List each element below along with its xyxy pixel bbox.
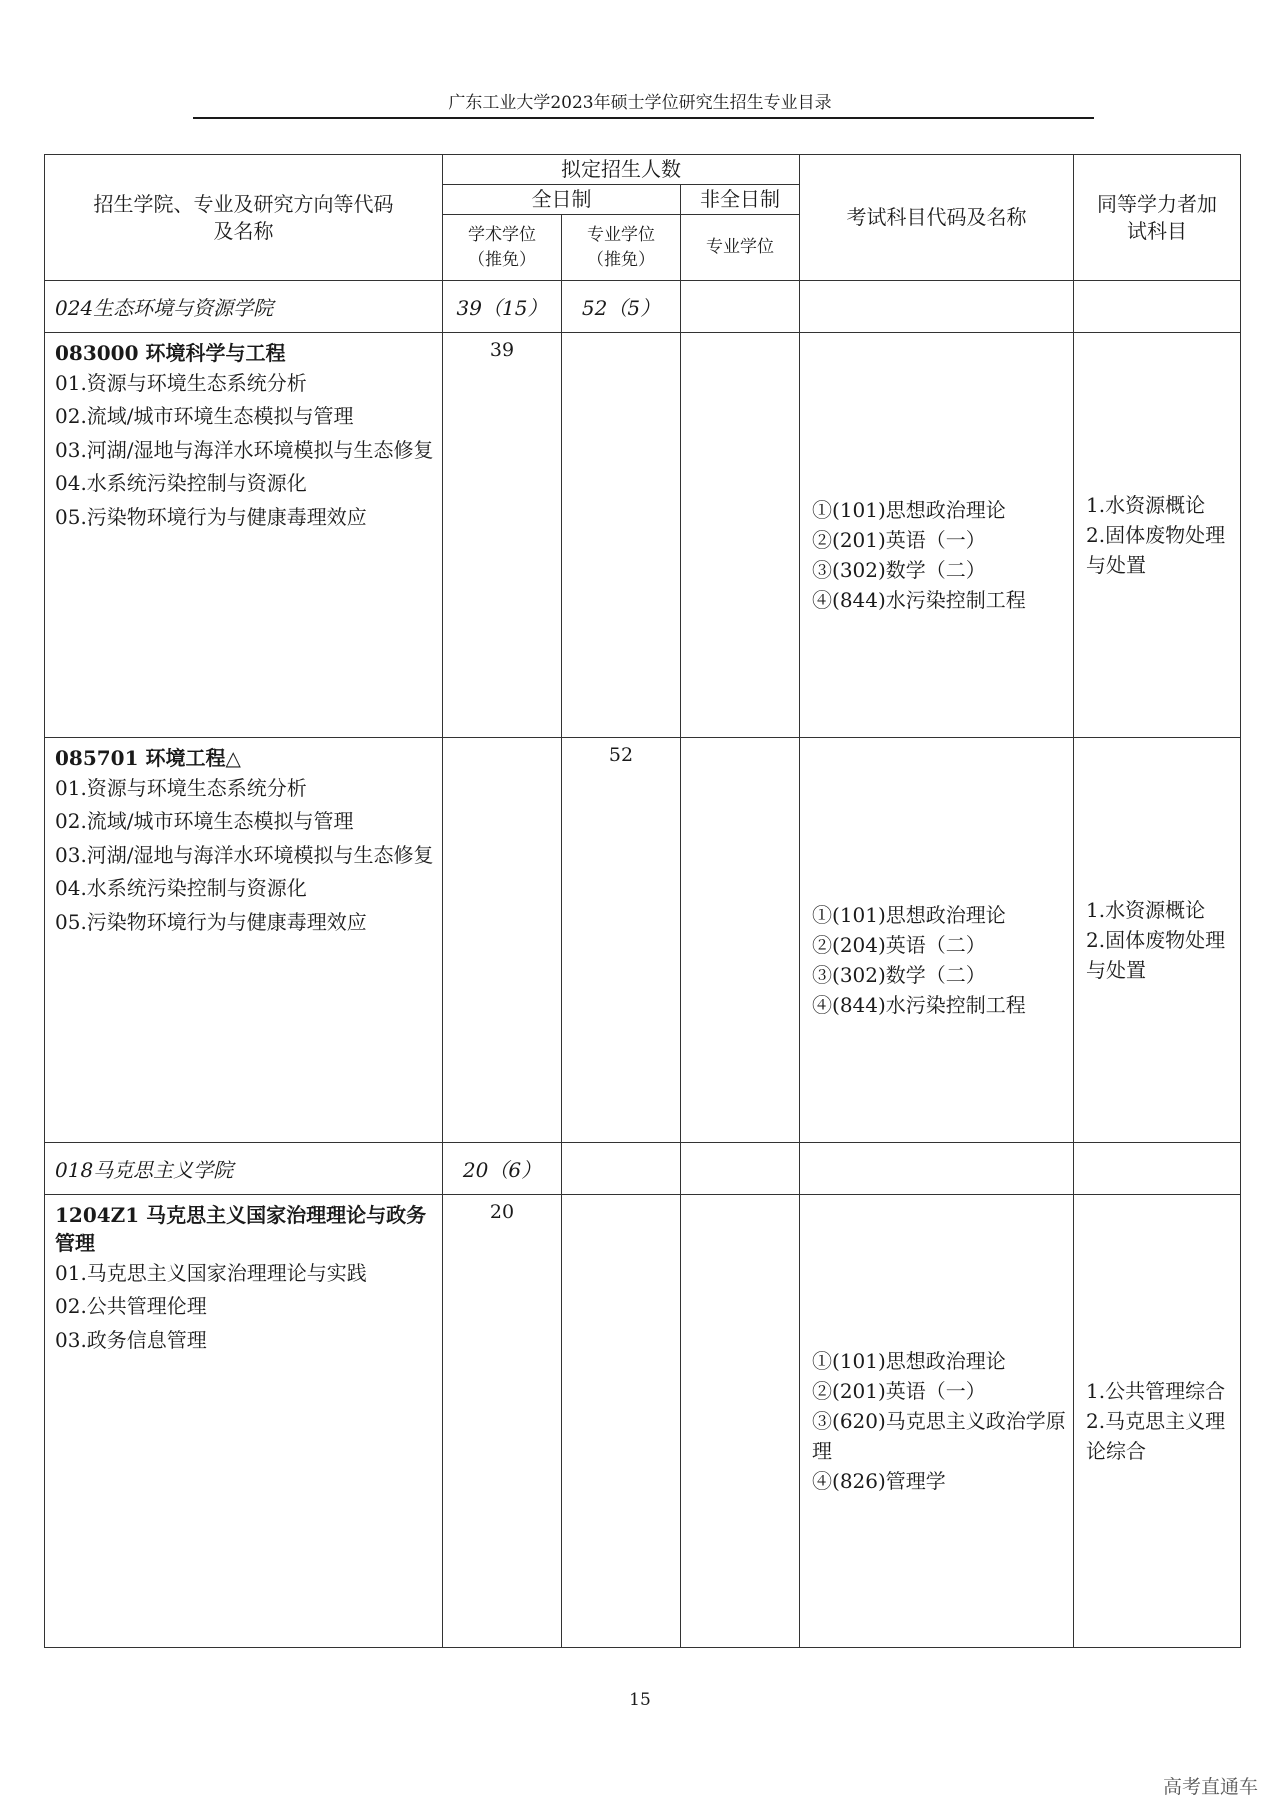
header-plan: 拟定招生人数 xyxy=(443,155,800,185)
exam-subject: ②(204)英语（二） xyxy=(812,933,986,957)
empty-cell xyxy=(681,1195,800,1648)
college-professional-count: 52（5） xyxy=(562,281,681,333)
extra-subject: 1.水资源概论 xyxy=(1086,493,1206,517)
extra-subjects xyxy=(1074,738,1241,1143)
research-direction: 02.公共管理伦理 xyxy=(55,1294,207,1319)
header-academic xyxy=(443,215,562,281)
major-cell xyxy=(45,333,443,738)
exam-subject: ②(201)英语（一） xyxy=(812,528,986,552)
research-direction: 04.水系统污染控制与资源化 xyxy=(55,876,307,901)
college-name: 024生态环境与资源学院 xyxy=(45,281,443,333)
extra-subjects xyxy=(1074,1195,1241,1648)
academic-count: 20 xyxy=(443,1195,562,1648)
exam-subjects xyxy=(800,333,1074,738)
major-title: 083000 环境科学与工程 xyxy=(55,341,286,365)
header-extra-label: 同等学力者加试科目 xyxy=(1097,191,1218,243)
watermark: 高考直通车 xyxy=(1162,1776,1258,1798)
professional-count xyxy=(562,1195,681,1648)
header-parttime: 非全日制 xyxy=(681,185,800,215)
extra-subjects xyxy=(1074,333,1241,738)
header-fulltime: 全日制 xyxy=(443,185,681,215)
research-direction: 04.水系统污染控制与资源化 xyxy=(55,471,307,496)
header-professional-label: 专业学位（推免） xyxy=(587,224,655,270)
empty-cell xyxy=(1074,281,1241,333)
exam-subject: ④(826)管理学 xyxy=(812,1469,946,1493)
academic-count: 39 xyxy=(443,333,562,738)
exam-subject: ③(302)数学（二） xyxy=(812,558,986,582)
empty-cell xyxy=(681,333,800,738)
exam-subject: ①(101)思想政治理论 xyxy=(812,1349,1006,1373)
extra-subject: 2.马克思主义理论综合 xyxy=(1086,1409,1226,1463)
exam-subject: ③(302)数学（二） xyxy=(812,963,986,987)
extra-subject: 2.固体废物处理与处置 xyxy=(1086,523,1226,577)
professional-count: 52 xyxy=(562,738,681,1143)
empty-cell xyxy=(800,1143,1074,1195)
research-direction: 03.河湖/湿地与海洋水环境模拟与生态修复 xyxy=(55,842,434,867)
extra-subject: 1.公共管理综合 xyxy=(1086,1379,1226,1403)
empty-cell xyxy=(681,738,800,1143)
header-academic-label: 学术学位（推免） xyxy=(468,224,536,270)
exam-subjects xyxy=(800,1195,1074,1648)
major-title: 1204Z1 马克思主义国家治理理论与政务管理 xyxy=(55,1203,427,1255)
research-direction: 05.污染物环境行为与健康毒理效应 xyxy=(55,909,367,934)
header-exam: 考试科目代码及名称 xyxy=(800,155,1074,281)
page-header-title: 广东工业大学2023年硕士学位研究生招生专业目录 xyxy=(448,93,832,113)
empty-cell xyxy=(800,281,1074,333)
college-name: 018马克思主义学院 xyxy=(45,1143,443,1195)
empty-cell xyxy=(681,1143,800,1195)
research-direction: 01.马克思主义国家治理理论与实践 xyxy=(55,1261,367,1285)
major-title: 085701 环境工程△ xyxy=(55,746,241,770)
exam-subject: ②(201)英语（一） xyxy=(812,1379,986,1403)
research-direction: 02.流域/城市环境生态模拟与管理 xyxy=(55,809,354,834)
empty-cell xyxy=(1074,1143,1241,1195)
exam-subject: ①(101)思想政治理论 xyxy=(812,498,1006,522)
exam-subject: ④(844)水污染控制工程 xyxy=(812,993,1026,1017)
major-cell xyxy=(45,738,443,1143)
header-parttime-prof: 专业学位 xyxy=(681,215,800,281)
extra-subject: 1.水资源概论 xyxy=(1086,898,1206,922)
research-direction: 03.政务信息管理 xyxy=(55,1327,207,1352)
college-academic-count: 39（15） xyxy=(443,281,562,333)
header-extra xyxy=(1074,155,1241,281)
exam-subject: ④(844)水污染控制工程 xyxy=(812,588,1026,612)
page-number: 15 xyxy=(629,1690,651,1710)
header-professional xyxy=(562,215,681,281)
academic-count xyxy=(443,738,562,1143)
research-direction: 03.河湖/湿地与海洋水环境模拟与生态修复 xyxy=(55,437,434,462)
header-major-label: 招生学院、专业及研究方向等代码及名称 xyxy=(93,191,394,243)
header-rule xyxy=(193,117,1094,119)
exam-subjects xyxy=(800,738,1074,1143)
empty-cell xyxy=(681,281,800,333)
enrollment-table xyxy=(44,154,1241,1648)
professional-count xyxy=(562,333,681,738)
college-professional-count xyxy=(562,1143,681,1195)
college-academic-count: 20（6） xyxy=(443,1143,562,1195)
extra-subject: 2.固体废物处理与处置 xyxy=(1086,928,1226,982)
exam-subject: ③(620)马克思主义政治学原理 xyxy=(812,1409,1066,1463)
research-direction: 01.资源与环境生态系统分析 xyxy=(55,371,307,395)
research-direction: 05.污染物环境行为与健康毒理效应 xyxy=(55,504,367,529)
major-cell xyxy=(45,1195,443,1648)
research-direction: 01.资源与环境生态系统分析 xyxy=(55,776,307,800)
research-direction: 02.流域/城市环境生态模拟与管理 xyxy=(55,404,354,429)
header-major-col xyxy=(45,155,443,281)
exam-subject: ①(101)思想政治理论 xyxy=(812,903,1006,927)
